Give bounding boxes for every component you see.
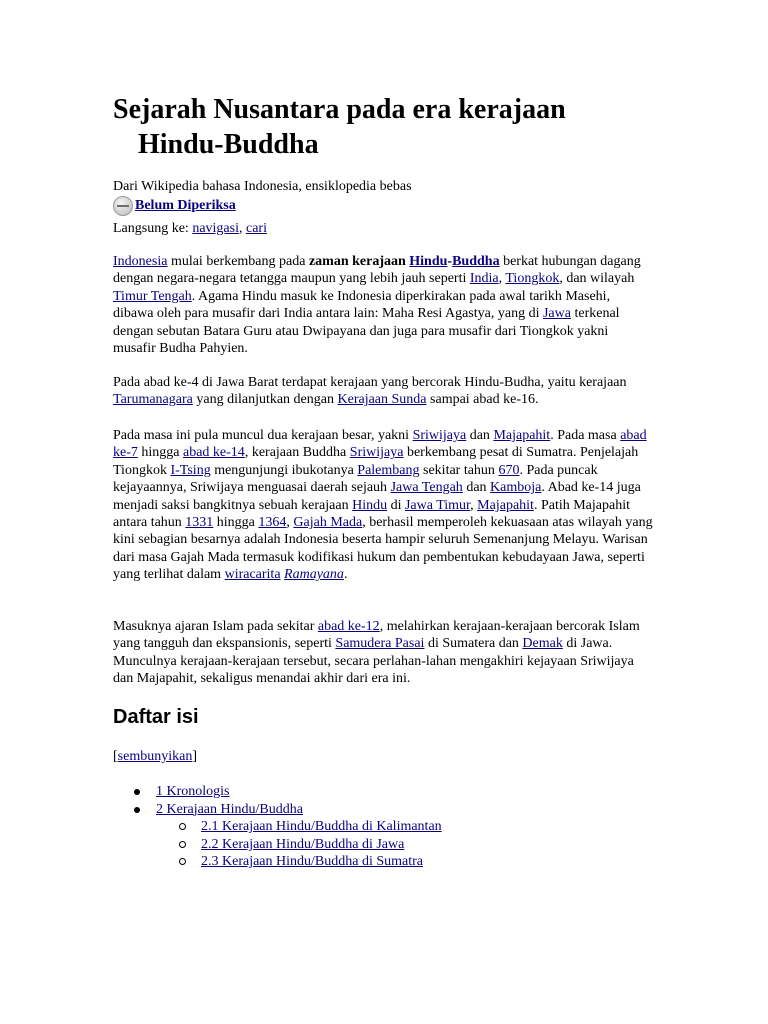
- inline-link[interactable]: Gajah Mada: [293, 515, 363, 531]
- text-run: di Jawa. Munculnya kerajaan-kerajaan tersebut, secara perlahan-lahan mengakhiri kejayaan Sriwijaya dan Majapahit, sekaligus menandai akhir dari era ini.: [113, 636, 634, 687]
- text-run: ,: [498, 271, 506, 287]
- paragraph-tarumanagara: [113, 374, 653, 409]
- inline-link[interactable]: Majapahit: [493, 428, 551, 443]
- toc-link[interactable]: 2 Kerajaan Hindu/Buddha: [156, 801, 303, 817]
- inline-link[interactable]: India: [469, 271, 499, 287]
- page-title-line-2: Hindu-Buddha: [138, 129, 319, 160]
- toc-link[interactable]: 2.1 Kerajaan Hindu/Buddha di Kalimantan: [201, 819, 442, 835]
- text-run: terkenal dengan sebutan Batara Guru atau Dwipayana dan juga para musafir dari Tiongkok yakni musafir Budha Pahyien.: [113, 306, 620, 357]
- text-run: dan: [462, 480, 491, 496]
- toc-item: [113, 836, 442, 854]
- inline-link[interactable]: Indonesia: [113, 254, 168, 269]
- minus-circle-icon: [113, 196, 133, 216]
- inline-link[interactable]: Hindu: [409, 254, 448, 269]
- text-run: Pada masa ini pula muncul dua kerajaan besar, yakni: [113, 428, 413, 443]
- text-run: berkembang pesat di Sumatra. Penjelajah Tiongkok: [113, 445, 639, 478]
- text-run: . Patih Majapahit antara tahun: [113, 497, 630, 531]
- text-run: ,: [470, 497, 478, 513]
- paragraph-sriwijaya-majapahit: [113, 427, 653, 584]
- inline-link[interactable]: Tarumanagara: [113, 392, 193, 408]
- inline-link[interactable]: Ramayana: [284, 567, 344, 583]
- toc-list: [113, 783, 442, 871]
- site-subtitle: Dari Wikipedia bahasa Indonesia, ensiklopedia bebas: [113, 179, 412, 194]
- inline-link[interactable]: Jawa: [542, 306, 571, 322]
- text-run: zaman kerajaan: [308, 254, 410, 269]
- toc-toggle-close-bracket: ]: [192, 749, 197, 764]
- text-run: , kerajaan Buddha: [244, 445, 350, 461]
- inline-link[interactable]: abad ke-7: [113, 428, 647, 461]
- review-status: [113, 195, 236, 217]
- toc-link[interactable]: 2.2 Kerajaan Hindu/Buddha di Jawa: [201, 836, 405, 852]
- inline-link[interactable]: Timur Tengah: [113, 288, 192, 304]
- toc-item: [113, 853, 442, 871]
- inline-link[interactable]: 1331: [185, 515, 214, 531]
- text-run: .: [343, 567, 348, 583]
- text-run: ,: [286, 515, 294, 531]
- toc-toggle: [113, 749, 197, 765]
- inline-link[interactable]: Tiongkok: [505, 271, 560, 287]
- paragraph-intro: [113, 253, 653, 357]
- jump-links: [113, 220, 267, 237]
- inline-link[interactable]: Buddha: [452, 254, 500, 269]
- text-run: . Pada puncak kejayaannya, Sriwijaya menguasai daerah sejauh: [113, 462, 598, 496]
- text-run: . Abad ke-14 juga menjadi saksi bangkitnya sebuah kerajaan: [113, 480, 641, 513]
- text-run: hingga: [213, 515, 259, 531]
- table-of-contents: [113, 783, 442, 871]
- text-run: Pada abad ke-4 di Jawa Barat terdapat kerajaan yang bercorak Hindu-Budha, yaitu kerajaan: [113, 375, 627, 390]
- inline-link[interactable]: abad ke-12: [317, 619, 380, 634]
- jump-prefix: Langsung ke:: [113, 221, 193, 236]
- toc-toggle-open-bracket: [: [113, 749, 118, 764]
- text-run: mulai berkembang pada: [167, 254, 309, 269]
- toc-item: [113, 818, 442, 836]
- text-run: Masuknya ajaran Islam pada sekitar: [113, 619, 318, 634]
- toc-hide-link[interactable]: sembunyikan: [117, 749, 193, 764]
- inline-link[interactable]: Kerajaan Sunda: [337, 392, 427, 408]
- text-run: yang dilanjutkan dengan: [192, 392, 338, 408]
- inline-link[interactable]: Majapahit: [477, 497, 534, 513]
- text-run: di Sumatera dan: [424, 636, 523, 652]
- text-run: hingga: [137, 445, 183, 461]
- toc-link[interactable]: 2.3 Kerajaan Hindu/Buddha di Sumatra: [201, 854, 424, 870]
- inline-link[interactable]: wiracarita: [224, 567, 281, 583]
- page-title: [113, 92, 653, 162]
- text-run: di: [387, 497, 405, 513]
- inline-link[interactable]: Jawa Tengah: [390, 480, 463, 496]
- inline-link[interactable]: abad ke-14: [183, 445, 245, 461]
- text-run: sampai abad ke-16.: [426, 392, 539, 408]
- inline-link[interactable]: Samudera Pasai: [335, 636, 425, 652]
- inline-link[interactable]: Jawa Timur: [404, 497, 471, 513]
- toc-item: [113, 783, 442, 801]
- text-run: dan: [466, 428, 494, 443]
- page-title-line-1: Sejarah Nusantara pada era kerajaan: [113, 94, 566, 125]
- inline-link[interactable]: Demak: [522, 636, 563, 652]
- toc-item: [113, 801, 442, 819]
- inline-link[interactable]: Kamboja: [490, 480, 542, 496]
- text-run: sekitar tahun: [419, 462, 499, 478]
- text-run: , melahirkan kerajaan-kerajaan bercorak Islam yang tangguh dan ekspansionis, seperti: [113, 619, 640, 652]
- inline-link[interactable]: Sriwijaya: [349, 445, 404, 461]
- jump-separator: ,: [238, 221, 246, 236]
- inline-link[interactable]: Hindu: [352, 497, 388, 513]
- inline-link[interactable]: 1364: [258, 515, 287, 531]
- text-run: mengunjungi ibukotanya: [210, 462, 358, 478]
- unreviewed-link[interactable]: Belum Diperiksa: [135, 198, 236, 213]
- text-run: berkat hubungan dagang dengan negara-negara tetangga maupun yang lebih jauh seperti: [113, 254, 641, 287]
- toc-heading: Daftar isi: [113, 706, 199, 728]
- text-run: , dan wilayah: [559, 271, 635, 287]
- text-run: , berhasil memperoleh kekuasaan atas wilayah yang kini sebagian besarnya adalah Indonesia beserta hampir seluruh Semenanjung Melayu. Warisan dari masa Gajah Mada termasuk kodifikasi hukum dan pembentukan kebudayaan Jawa, seperti yang terlihat dalam: [113, 515, 653, 583]
- paragraph-islam: [113, 618, 653, 688]
- text-run: . Agama Hindu masuk ke Indonesia diperkirakan pada awal tarikh Masehi, dibawa oleh para musafir dari India antara lain: Maha Resi Agastya, yang di: [113, 288, 611, 322]
- text-run: -: [447, 254, 453, 269]
- inline-link[interactable]: Palembang: [357, 462, 420, 478]
- toc-link[interactable]: 1 Kronologis: [156, 784, 230, 799]
- jump-navigation-link[interactable]: navigasi: [192, 221, 239, 236]
- inline-link[interactable]: Sriwijaya: [412, 428, 467, 443]
- inline-link[interactable]: 670: [498, 462, 520, 478]
- jump-search-link[interactable]: cari: [245, 221, 267, 236]
- inline-link[interactable]: I-Tsing: [170, 462, 211, 478]
- text-run: . Pada masa: [550, 428, 621, 443]
